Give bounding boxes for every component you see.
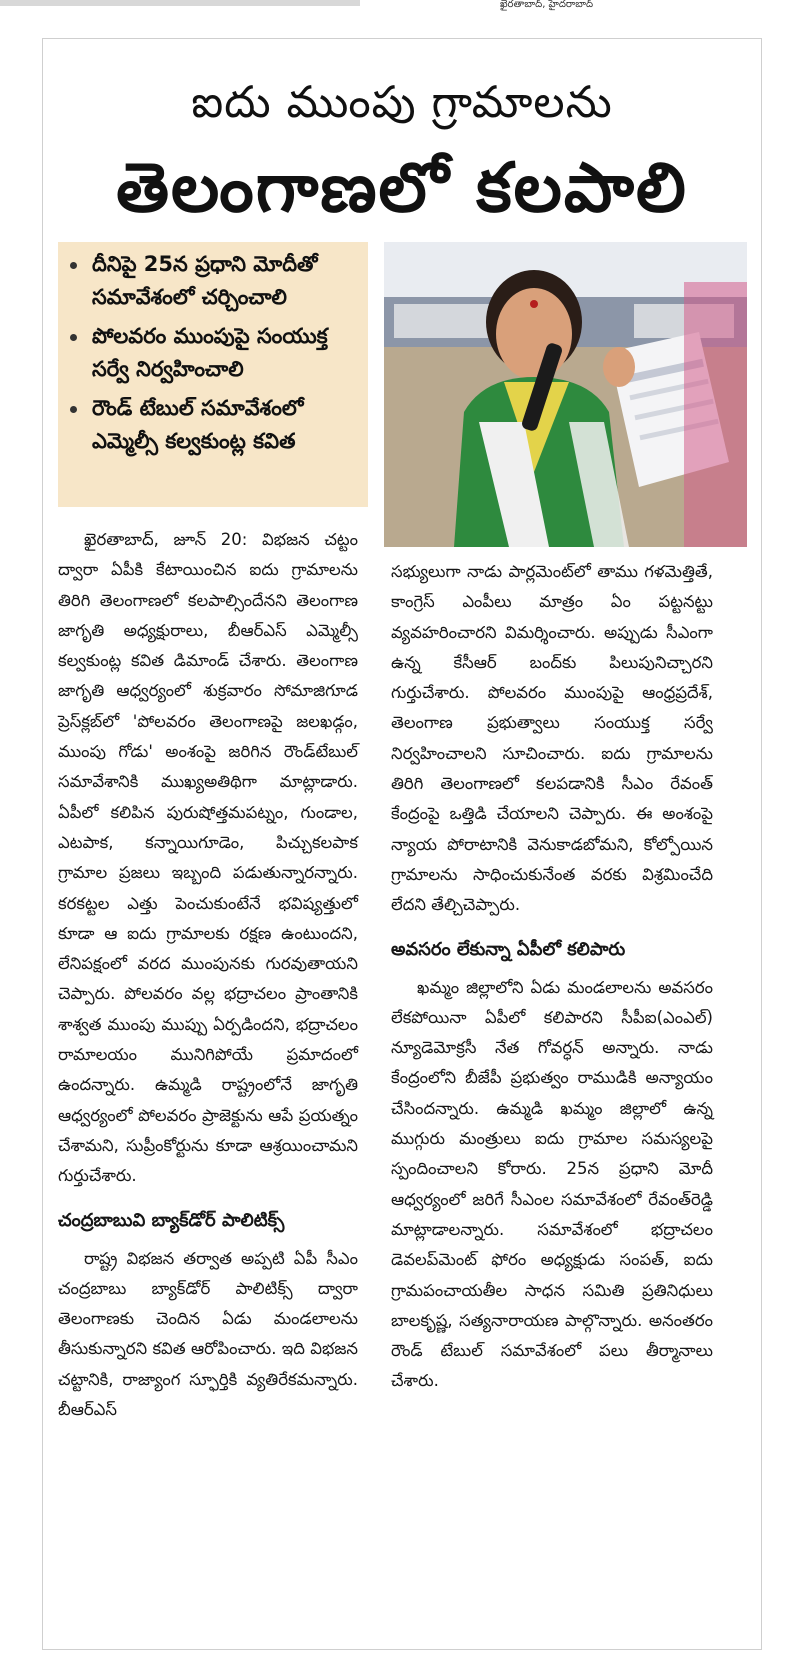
article-column-1 <box>58 525 358 1425</box>
article-subheading: అవసరం లేకున్నా ఏపీలో కలిపారు <box>391 938 626 960</box>
previous-clip-text: ఖైరతాబాద్, హైదరాబాద్ <box>500 0 594 10</box>
headline-line-1: ఐదు ముంపు గ్రామాలను <box>191 77 613 128</box>
highlight-item <box>58 248 368 314</box>
article-paragraph: ఖైరతాబాద్, జూన్ 20: విభజన చట్టం ద్వారా ఏపీకి కేటాయించిన ఐదు గ్రామాలను తిరిగి తెలంగాణలో కలపాల్సిందేనని తెలంగాణ జాగృతి అధ్యక్షురాలు, బీఆర్ఎస్ ఎమ్మెల్సీ కల్వకుంట్ల కవిత డిమాండ్ చేశారు. తెలంగాణ జాగృతి ఆధ్వర్యంలో శుక్రవారం సోమాజిగూడ ప్రెస్‌క్లబ్‌లో 'పోలవరం తెలంగాణపై జలఖడ్గం, ముంపు గోడు' అంశంపై జరిగిన రౌండ్‌టేబుల్ సమావేశానికి ముఖ్యఅతిథిగా మాట్లాడారు. ఏపీలో కలిపిన పురుషోత్తమపట్నం, గుండాల, ఎటపాక, కన్నాయిగూడెం, పిచ్చుకలపాక గ్రామాల ప్రజలు ఇబ్బంది పడుతున్నారన్నారు. కరకట్టల ఎత్తు పెంచుకుంటేనే భవిష్యత్తులో కూడా ఆ ఐదు గ్రామాలకు రక్షణ ఉంటుందని, లేనిపక్షంలో వరద ముంపునకు గురవుతాయని చెప్పారు. పోలవరం వల్ల భద్రాచలం ప్రాంతానికి శాశ్వత ముంపు ముప్పు ఏర్పడిందని, భద్రాచలం రామాలయం మునిగిపోయే ప్రమాదంలో ఉందన్నారు. ఉమ్మడి రాష్ట్రంలోనే జాగృతి ఆధ్వర్యంలో పోలవరం ప్రాజెక్టును ఆపే ప్రయత్నం చేశామని, సుప్రీంకోర్టును కూడా ఆశ్రయించామని గుర్తుచేశారు. <box>58 530 358 1186</box>
highlight-text: రౌండ్ టేబుల్ సమావేశంలో ఎమ్మెల్సీ కల్వకుంట్ల కవిత <box>92 396 304 453</box>
headline-line-2: తెలంగాణలో కలపాలి <box>116 149 688 228</box>
speaker-photo-illustration <box>384 242 747 547</box>
bullet-dot-icon <box>70 334 77 341</box>
highlights-box <box>58 242 368 507</box>
highlight-text: పోలవరం ముంపుపై సంయుక్త సర్వే నిర్వహించాలి <box>92 324 328 381</box>
highlight-item <box>58 320 368 386</box>
bullet-dot-icon <box>70 262 77 269</box>
article-column-2 <box>391 557 713 1397</box>
previous-clip-edge <box>0 0 360 6</box>
article-paragraph: ఖమ్మం జిల్లాలోని ఏడు మండలాలను అవసరం లేకపోయినా ఏపీలో కలిపారని సీపీఐ(ఎంఎల్) న్యూడెమోక్రసీ నేత గోవర్ధన్ అన్నారు. నాడు కేంద్రంలోని బీజేపీ ప్రభుత్వం రాముడికి అన్యాయం చేసిందన్నారు. ఉమ్మడి ఖమ్మం జిల్లాలో ఉన్న ముగ్గురు మంత్రులు ఐదు గ్రామాల సమస్యలపై స్పందించాలని కోరారు. 25న ప్రధాని మోదీ ఆధ్వర్యంలో జరిగే సీఎంల సమావేశంలో రేవంత్‌రెడ్డి మాట్లాడాలన్నారు. సమావేశంలో భద్రాచలం డెవలప్‌మెంట్ ఫోరం అధ్యక్షుడు సంపత్, ఐదు గ్రామపంచాయతీల సాధన సమితి ప్రతినిధులు బాలకృష్ణ, సత్యనారాయణ పాల్గొన్నారు. అనంతరం రౌండ్ టేబుల్ సమావేశంలో పలు తీర్మానాలు చేశారు. <box>391 977 713 1391</box>
article-paragraph: సభ్యులుగా నాడు పార్లమెంట్‌లో తాము గళమెత్తితే, కాంగ్రెస్ ఎంపీలు మాత్రం ఏం పట్టనట్టు వ్యవహరించారని విమర్శించారు. అప్పుడు సీఎంగా ఉన్న కేసీఆర్ బంద్‌కు పిలుపునిచ్చారని గుర్తుచేశారు. పోలవరం ముంపుపై ఆంధ్రప్రదేశ్, తెలంగాణ ప్రభుత్వాలు సంయుక్త సర్వే నిర్వహించాలని సూచించారు. ఐదు గ్రామాలను తిరిగి తెలంగాణలో కలపడానికి సీఎం రేవంత్ కేంద్రంపై ఒత్తిడి చేయాలని చెప్పారు. ఈ అంశంపై న్యాయ పోరాటానికి వెనుకాడబోమని, కోల్పోయిన గ్రామాలను సాధించుకునేంత వరకు విశ్రమించేది లేదని తేల్చిచెప్పారు. <box>391 562 713 915</box>
highlight-item <box>58 392 368 458</box>
speaker-photo <box>384 242 747 547</box>
top-strip <box>0 0 800 12</box>
article-subheading: చంద్రబాబువి బ్యాక్‌డోర్ పాలిటిక్స్ <box>58 1209 285 1231</box>
highlight-text: దీనిపై 25న ప్రధాని మోదీతో సమావేశంలో చర్చించాలి <box>92 252 318 309</box>
news-clipping <box>42 38 762 1650</box>
article-paragraph: రాష్ట్ర విభజన తర్వాత అప్పటి ఏపీ సీఎం చంద్రబాబు బ్యాక్‌డోర్ పాలిటిక్స్ ద్వారా తెలంగాణకు చెందిన ఏడు మండలాలను తీసుకున్నారని కవిత ఆరోపించారు. ఇది విభజన చట్టానికి, రాజ్యాంగ స్ఫూర్తికి వ్యతిరేకమన్నారు. బీఆర్ఎస్ <box>58 1248 358 1420</box>
bullet-dot-icon <box>70 406 77 413</box>
